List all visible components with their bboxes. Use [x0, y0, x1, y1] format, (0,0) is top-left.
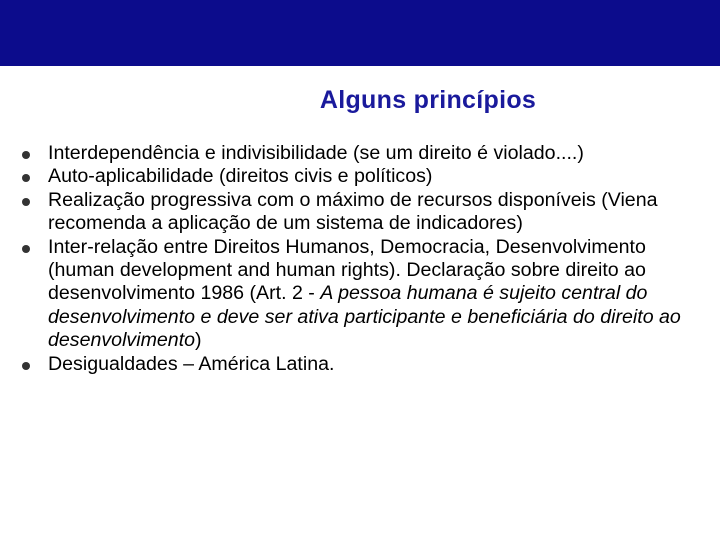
bullet-text: Realização progressiva com o máximo de recursos disponíveis (Viena recomenda a aplicação de um sistema de indicadores)	[48, 188, 658, 235]
bullet-item	[20, 189, 710, 236]
bullet-dot-icon	[22, 174, 30, 182]
bullet-text: Auto-aplicabilidade (direitos civis e políticos)	[48, 165, 433, 188]
bullet-text-italic: A pessoa humana é sujeito central do desenvolvimento e deve ser ativa participante e beneficiária do direito ao desenvolvimento	[48, 282, 681, 352]
bullet-item	[20, 142, 710, 165]
bullet-text: Desigualdades – América Latina.	[48, 352, 335, 375]
bullet-dot-icon	[22, 362, 30, 370]
header-bar	[0, 0, 720, 66]
bullet-text-after: )	[195, 329, 202, 352]
bullet-dot-icon	[22, 151, 30, 159]
bullet-list	[20, 142, 710, 376]
slide-title: Alguns princípios	[319, 86, 537, 114]
bullet-text-before: Inter-relação entre Direitos Humanos, Democracia, Desenvolvimento (human development and human rights). Declaração sobre direito ao desenvolvimento 1986 (Art. 2 -	[48, 235, 646, 305]
bullet-item	[20, 236, 710, 353]
bullet-text: Interdependência e indivisibilidade (se um direito é violado....)	[48, 142, 584, 164]
bullet-dot-icon	[22, 245, 30, 253]
bullet-dot-icon	[22, 198, 30, 206]
bullet-item	[20, 165, 710, 188]
bullet-item	[20, 353, 710, 376]
